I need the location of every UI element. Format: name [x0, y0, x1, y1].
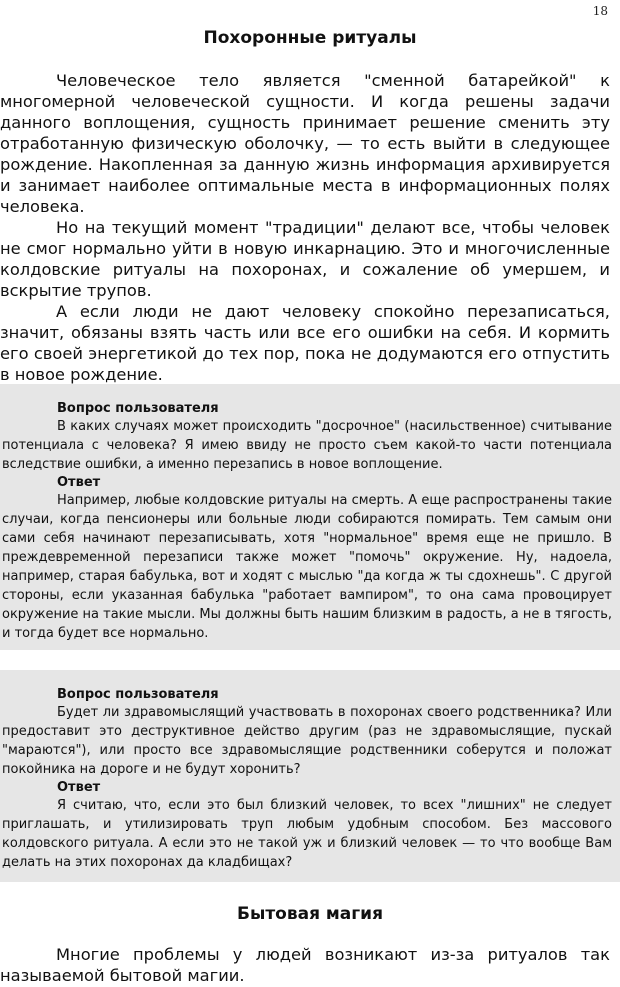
section-title-funeral-rituals: Похоронные ритуалы	[203, 28, 417, 48]
question-label: Вопрос пользователя	[57, 687, 219, 702]
question-label: Вопрос пользователя	[57, 401, 219, 416]
qa-box	[0, 384, 620, 650]
qa-box	[0, 670, 620, 882]
paragraph: Но на текущий момент "традиции" делают все, чтобы человек не смог нормально уйти в новую инкарнацию. Это и многочисленные колдовские ритуалы на похоронах, и сожаление об умершем, и вскрытие трупов.	[0, 218, 610, 300]
paragraph: А если люди не дают человеку спокойно перезаписаться, значит, обязаны взять часть или все его ошибки на себя. И кормить его своей энергетикой до тех пор, пока не додумаются его отпустить в новое рождение.	[0, 302, 610, 384]
answer-text: Например, любые колдовские ритуалы на смерть. А еще распространены такие случаи, когда пенсионеры или больные люди собираются помирать. Тем самым они сами себя начинают перезаписывать, хотя "нормальное" время еще не пришло. В преждевременной перезаписи также может "помочь" окружение. Ну, надоела, например, старая бабулька, вот и ходят с мыслью "да когда ж ты сдохнешь". С другой стороны, если указанная бабулька "работает вампиром", то она сама провоцирует окружение на такие мысли. Мы должны быть нашим близким в радость, а не в тягость, и тогда будет все нормально.	[2, 493, 612, 641]
answer-text: Я считаю, что, если это был близкий человек, то всех "лишних" не следует приглашать, и утилизировать труп любым удобным способом. Без массового колдовского ритуала. А если это не такой уж и близкий человек — то что вообще Вам делать на этих похоронах да кладбищах?	[2, 798, 612, 870]
question-text: Будет ли здравомыслящий участвовать в похоронах своего родственника? Или предоставит это деструктивное действо другим (раз не здравомыслящие, пускай "мараются"), или просто все здравомыслящие родственники соберутся и положат покойника на дороге и не будут хоронить?	[2, 705, 612, 777]
answer-label: Ответ	[57, 475, 101, 490]
paragraph: Многие проблемы у людей возникают из-за ритуалов так называемой бытовой магии.	[0, 945, 610, 985]
answer-label: Ответ	[57, 780, 101, 795]
section-body	[0, 944, 610, 986]
page-number: 18	[592, 4, 608, 18]
question-text: В каких случаях может происходить "досрочное" (насильственное) считывание потенциала с человека? Я имею ввиду не просто съем какой-то части потенциала вследствие ошибки, а именно перезапись в новое воплощение.	[2, 419, 612, 472]
section-body	[0, 70, 610, 385]
section-title-household-magic: Бытовая магия	[236, 904, 383, 924]
paragraph: Человеческое тело является "сменной батарейкой" к многомерной человеческой сущности. И когда решены задачи данного воплощения, сущность принимает решение сменить эту отработанную физическую оболочку, — то есть выйти в следующее рождение. Накопленная за данную жизнь информация архивируется и занимает наиболее оптимальные места в информационных полях человека.	[0, 71, 610, 216]
